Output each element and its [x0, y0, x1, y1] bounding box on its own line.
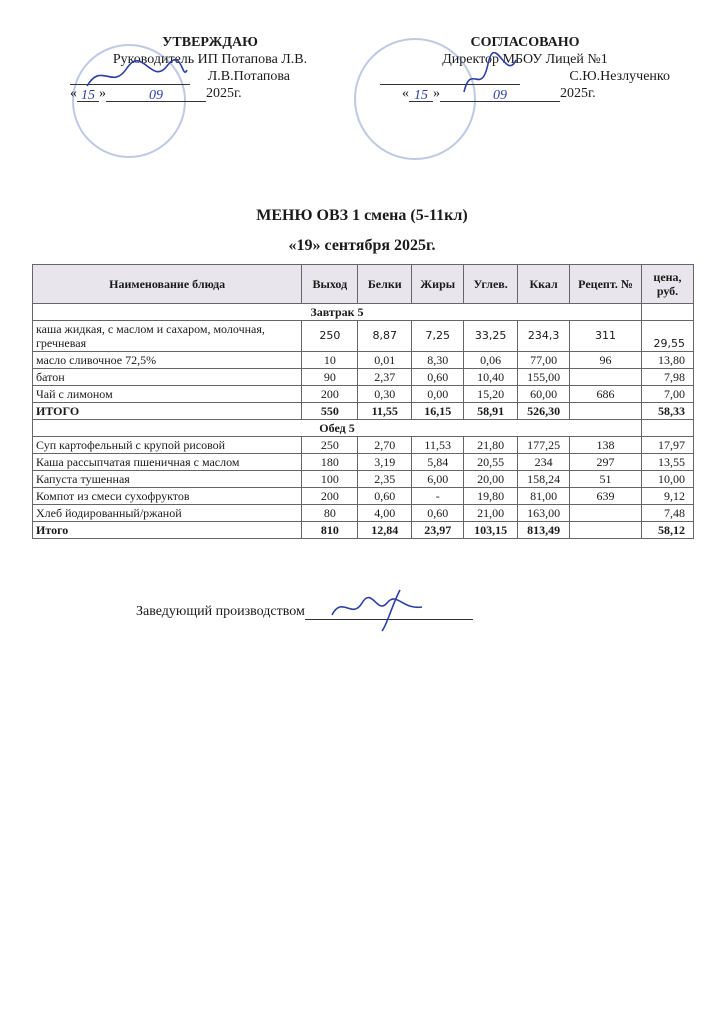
section-row-breakfast — [33, 304, 694, 321]
total-price: 58,12 — [641, 522, 693, 539]
date-line: « 15 » 09 2025г. — [402, 86, 596, 103]
table-row — [33, 505, 694, 522]
total-row-lunch — [33, 522, 694, 539]
total-recipe — [570, 522, 642, 539]
dish-price: 10,00 — [641, 471, 693, 488]
dish-protein: 0,60 — [358, 488, 412, 505]
dish-recipe: 96 — [570, 352, 642, 369]
dish-name: каша жидкая, с маслом и сахаром, молочная, гречневая — [33, 321, 302, 352]
dish-protein: 2,70 — [358, 437, 412, 454]
table-header-row — [33, 265, 694, 304]
col-header-protein: Белки — [358, 265, 412, 304]
approve-heading: УТВЕРЖДАЮ — [162, 35, 258, 50]
col-header-price: цена, руб. — [641, 265, 693, 304]
dish-fat: 6,00 — [412, 471, 464, 488]
dish-recipe: 686 — [570, 386, 642, 403]
dish-name: Капуста тушенная — [33, 471, 302, 488]
dish-price: 29,55 — [641, 321, 693, 352]
dish-name: Компот из смеси сухофруктов — [33, 488, 302, 505]
dish-kcal: 81,00 — [518, 488, 570, 505]
approve-signatory: Л.В.Потапова — [207, 69, 290, 84]
total-fat: 23,97 — [412, 522, 464, 539]
dish-carbs: 20,00 — [464, 471, 518, 488]
col-header-name: Наименование блюда — [33, 265, 302, 304]
table-row — [33, 488, 694, 505]
total-kcal: 526,30 — [518, 403, 570, 420]
dish-name: Каша рассыпчатая пшеничная с маслом — [33, 454, 302, 471]
menu-table — [32, 264, 694, 539]
dish-output: 90 — [302, 369, 358, 386]
dish-carbs: 33,25 — [464, 321, 518, 352]
approve-day: 15 — [77, 87, 99, 102]
handwritten-signature-right-icon — [456, 52, 526, 102]
table-row — [33, 386, 694, 403]
total-output: 550 — [302, 403, 358, 420]
dish-name: Чай с лимоном — [33, 386, 302, 403]
dish-carbs: 15,20 — [464, 386, 518, 403]
agreed-signatory: С.Ю.Незлученко — [569, 69, 670, 84]
dish-kcal: 77,00 — [518, 352, 570, 369]
dish-fat: 7,25 — [412, 321, 464, 352]
dish-fat: 11,53 — [412, 437, 464, 454]
dish-protein: 0,30 — [358, 386, 412, 403]
dish-name: батон — [33, 369, 302, 386]
dish-name: Суп картофельный с крупой рисовой — [33, 437, 302, 454]
section-title: Завтрак 5 — [33, 304, 642, 321]
dish-output: 180 — [302, 454, 358, 471]
col-header-output: Выход — [302, 265, 358, 304]
dish-kcal: 60,00 — [518, 386, 570, 403]
handwritten-signature-left-icon — [82, 56, 192, 96]
dish-recipe: 51 — [570, 471, 642, 488]
dish-recipe: 138 — [570, 437, 642, 454]
total-label: ИТОГО — [33, 403, 302, 420]
dish-recipe — [570, 369, 642, 386]
col-header-fat: Жиры — [412, 265, 464, 304]
dish-name: масло сливочное 72,5% — [33, 352, 302, 369]
dish-recipe: 311 — [570, 321, 642, 352]
dish-protein: 8,87 — [358, 321, 412, 352]
agreed-position: Директор МБОУ Лицей №1 — [442, 52, 608, 67]
dish-fat: 8,30 — [412, 352, 464, 369]
dish-output: 250 — [302, 321, 358, 352]
section-row-lunch — [33, 420, 694, 437]
approve-month: 09 — [106, 87, 206, 102]
dish-carbs: 0,06 — [464, 352, 518, 369]
total-label: Итого — [33, 522, 302, 539]
dish-kcal: 155,00 — [518, 369, 570, 386]
dish-output: 200 — [302, 386, 358, 403]
dish-kcal: 158,24 — [518, 471, 570, 488]
total-recipe — [570, 403, 642, 420]
document-date: «19» сентября 2025г. — [288, 237, 436, 254]
dish-carbs: 21,80 — [464, 437, 518, 454]
total-output: 810 — [302, 522, 358, 539]
dish-carbs: 10,40 — [464, 369, 518, 386]
dish-protein: 0,01 — [358, 352, 412, 369]
handwritten-signature-footer-icon — [322, 585, 432, 635]
dish-price: 13,55 — [641, 454, 693, 471]
total-carbs: 58,91 — [464, 403, 518, 420]
total-row-breakfast — [33, 403, 694, 420]
dish-carbs: 21,00 — [464, 505, 518, 522]
approve-position: Руководитель ИП Потапова Л.В. — [112, 52, 308, 67]
section-title: Обед 5 — [33, 420, 642, 437]
col-header-recipe: Рецепт. № — [570, 265, 642, 304]
table-row — [33, 454, 694, 471]
dish-protein: 3,19 — [358, 454, 412, 471]
dish-carbs: 19,80 — [464, 488, 518, 505]
dish-fat: 0,60 — [412, 369, 464, 386]
dish-recipe: 639 — [570, 488, 642, 505]
total-price: 58,33 — [641, 403, 693, 420]
dish-fat: 0,00 — [412, 386, 464, 403]
table-row — [33, 321, 694, 352]
agreed-day: 15 — [409, 87, 433, 102]
dish-output: 10 — [302, 352, 358, 369]
dish-kcal: 234,3 — [518, 321, 570, 352]
dish-output: 80 — [302, 505, 358, 522]
agreed-heading: СОГЛАСОВАНО — [470, 35, 580, 50]
agreed-year: 2025г. — [560, 86, 596, 101]
dish-carbs: 20,55 — [464, 454, 518, 471]
dish-recipe — [570, 505, 642, 522]
dish-protein: 2,37 — [358, 369, 412, 386]
dish-kcal: 234 — [518, 454, 570, 471]
dish-output: 200 — [302, 488, 358, 505]
dish-price: 7,00 — [641, 386, 693, 403]
dish-protein: 2,35 — [358, 471, 412, 488]
dish-output: 250 — [302, 437, 358, 454]
date-line: « 15 » 09 2025г. — [70, 86, 242, 103]
document-title: МЕНЮ ОВЗ 1 смена (5-11кл) — [256, 207, 468, 224]
dish-kcal: 177,25 — [518, 437, 570, 454]
total-carbs: 103,15 — [464, 522, 518, 539]
col-header-carbs: Углев. — [464, 265, 518, 304]
dish-kcal: 163,00 — [518, 505, 570, 522]
total-protein: 11,55 — [358, 403, 412, 420]
dish-price: 9,12 — [641, 488, 693, 505]
table-row — [33, 437, 694, 454]
dish-output: 100 — [302, 471, 358, 488]
table-row — [33, 471, 694, 488]
dish-name: Хлеб йодированный/ржаной — [33, 505, 302, 522]
dish-recipe: 297 — [570, 454, 642, 471]
footer-label: Заведующий производством — [136, 604, 305, 619]
total-kcal: 813,49 — [518, 522, 570, 539]
table-row — [33, 369, 694, 386]
dish-fat: - — [412, 488, 464, 505]
total-protein: 12,84 — [358, 522, 412, 539]
approve-year: 2025г. — [206, 86, 242, 101]
dish-price: 7,98 — [641, 369, 693, 386]
dish-fat: 5,84 — [412, 454, 464, 471]
col-header-kcal: Ккал — [518, 265, 570, 304]
dish-price: 7,48 — [641, 505, 693, 522]
table-row — [33, 352, 694, 369]
agreed-month: 09 — [440, 87, 560, 102]
dish-price: 13,80 — [641, 352, 693, 369]
dish-protein: 4,00 — [358, 505, 412, 522]
dish-price: 17,97 — [641, 437, 693, 454]
total-fat: 16,15 — [412, 403, 464, 420]
dish-fat: 0,60 — [412, 505, 464, 522]
